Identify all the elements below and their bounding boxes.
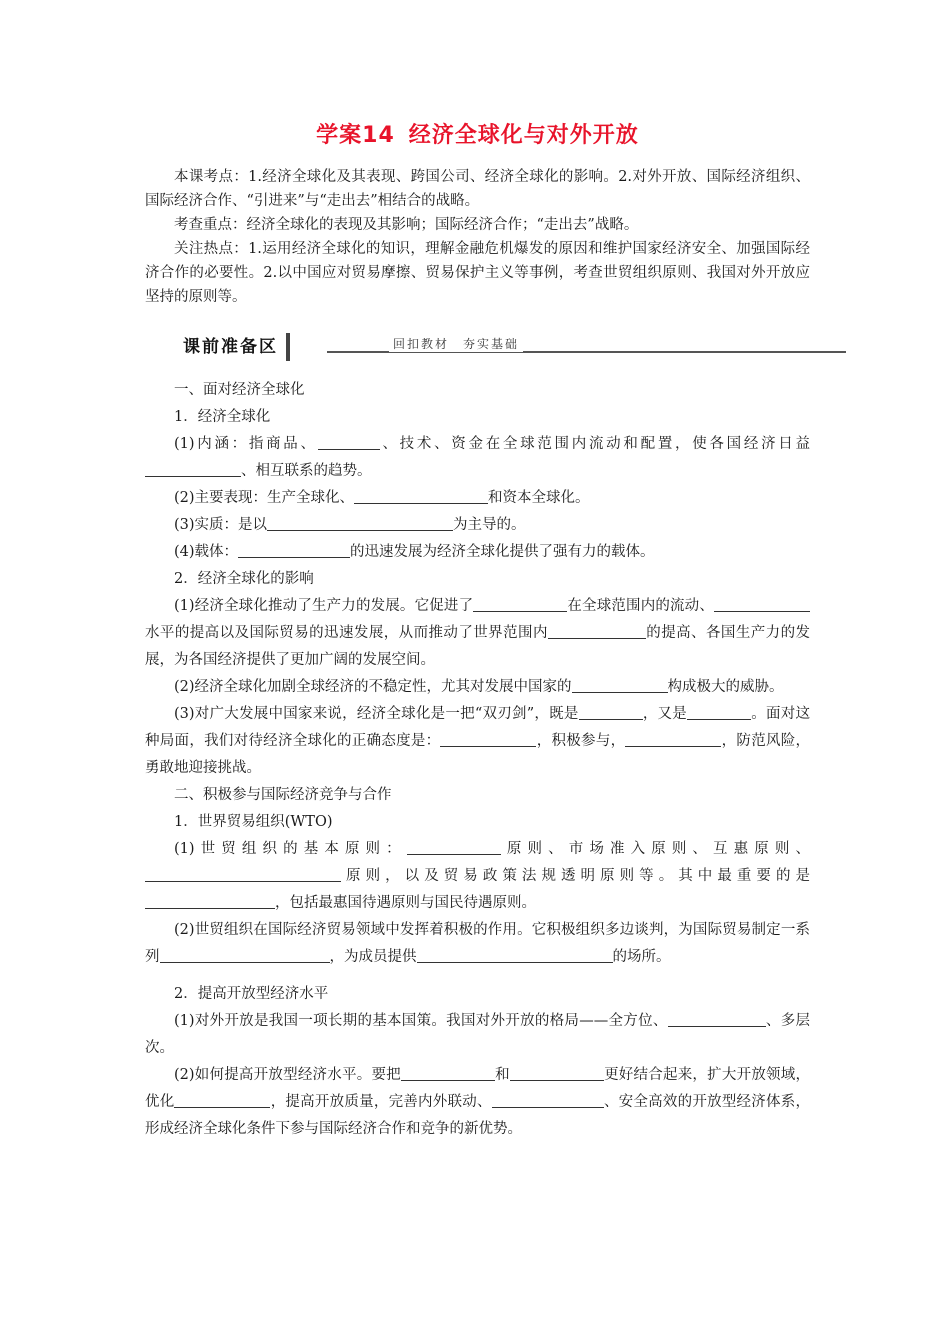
answer-blank[interactable] [510, 1066, 604, 1081]
answer-blank[interactable] [145, 462, 241, 477]
answer-blank[interactable] [401, 1066, 495, 1081]
answer-blank[interactable] [625, 732, 721, 747]
section-heading: 二、积极参与国际经济竞争与合作 [174, 787, 392, 803]
answer-blank[interactable] [714, 597, 810, 612]
answer-blank[interactable] [407, 840, 501, 855]
subsection-heading: 1．世界贸易组织(WTO) [174, 814, 333, 830]
item-connotation: (1)内涵：指商品、 、技术、资金在全球范围内流动和配置，使各国经济日益、相互联系的趋势。 [145, 431, 810, 485]
answer-blank[interactable] [174, 1093, 270, 1108]
item-impact-2: (2)经济全球化加剧全球经济的不稳定性，尤其对发展中国家的 构成极大的威胁。 [174, 679, 784, 695]
item-opening-pattern: (1)对外开放是我国一项长期的基本国策。我国对外开放的格局——全方位、 、多层次。 [145, 1013, 810, 1056]
section-cooperation [145, 782, 810, 1143]
answer-blank[interactable] [572, 678, 668, 693]
item-opening-level: (2)如何提高开放型经济水平。要把 和 更好结合起来，扩大开放领域，优化 ，提高开放质量，完善内外联动、 、安全高效的开放型经济体系，形成经济全球化条件下参与国际经济合作和竞争的新优势。 [145, 1067, 810, 1137]
section-banner [175, 327, 810, 367]
section-globalization [145, 377, 810, 782]
subsection-heading: 2．经济全球化的影响 [174, 571, 314, 587]
document-page [145, 118, 810, 1143]
item-impact-1: (1)经济全球化推动了生产力的发展。它促进了 在全球范围内的流动、水平的提高以及国际贸易的迅速发展，从而推动了世界范围内 的提高、各国生产力的发展，为各国经济提供了更加广阔的发展空间。 [145, 598, 811, 668]
item-impact-3: (3)对广大发展中国家来说，经济全球化是一把“双刃剑”，既是 ，又是 。面对这种局面，我们对待经济全球化的正确态度是： ，积极参与， ，防范风险，勇敢地迎接挑战。 [145, 706, 811, 776]
answer-blank[interactable] [267, 516, 453, 531]
answer-blank[interactable] [687, 705, 751, 720]
answer-blank[interactable] [354, 489, 488, 504]
item-wto-principles: (1)世贸组织的基本原则： 原则、市场准入原则、互惠原则、原则，以及贸易政策法规透明原则等。其中最重要的是，包括最惠国待遇原则与国民待遇原则。 [145, 836, 810, 917]
subsection-heading: 2．提高开放型经济水平 [174, 986, 329, 1002]
banner-subtitle: 回扣教材 夯实基础 [389, 335, 523, 352]
lesson-title [145, 118, 810, 149]
lesson-topic: 经济全球化与对外开放 [408, 123, 639, 148]
section-heading: 一、面对经济全球化 [174, 382, 305, 398]
answer-blank[interactable] [440, 732, 536, 747]
hot-topics: 关注热点：1.运用经济全球化的知识，理解金融危机爆发的原因和维护国家经济安全、加强国际经济合作的必要性。2.以中国应对贸易摩擦、贸易保护主义等事例，考查世贸组织原则、我国对外开放应坚持的原则等。 [145, 241, 810, 305]
answer-blank[interactable] [160, 948, 330, 963]
answer-blank[interactable] [579, 705, 643, 720]
exam-points: 本课考点：1.经济全球化及其表现、跨国公司、经济全球化的影响。2.对外开放、国际经济组织、国际经济合作、“引进来”与“走出去”相结合的战略。 [145, 169, 810, 209]
answer-blank[interactable] [417, 948, 613, 963]
item-essence: (3)实质：是以 为主导的。 [174, 517, 526, 533]
subsection-heading: 1．经济全球化 [174, 409, 271, 425]
answer-blank[interactable] [238, 543, 350, 558]
banner-label: 课前准备区 [175, 333, 290, 361]
answer-blank[interactable] [668, 1012, 766, 1027]
intro-section [145, 165, 810, 309]
answer-blank[interactable] [473, 597, 567, 612]
answer-blank[interactable] [145, 867, 341, 882]
answer-blank[interactable] [145, 894, 275, 909]
answer-blank[interactable] [318, 435, 380, 450]
item-manifestation: (2)主要表现：生产全球化、 和资本全球化。 [174, 490, 590, 506]
item-carrier: (4)载体： 的迅速发展为经济全球化提供了强有力的载体。 [174, 544, 655, 560]
answer-blank[interactable] [492, 1093, 604, 1108]
item-wto-role: (2)世贸组织在国际经济贸易领域中发挥着积极的作用。它积极组织多边谈判，为国际贸易制定一系列 ，为成员提供 的场所。 [145, 922, 810, 965]
exam-focus: 考查重点：经济全球化的表现及其影响；国际经济合作；“走出去”战略。 [174, 217, 639, 233]
answer-blank[interactable] [548, 624, 646, 639]
lesson-number: 学案14 [316, 123, 395, 148]
